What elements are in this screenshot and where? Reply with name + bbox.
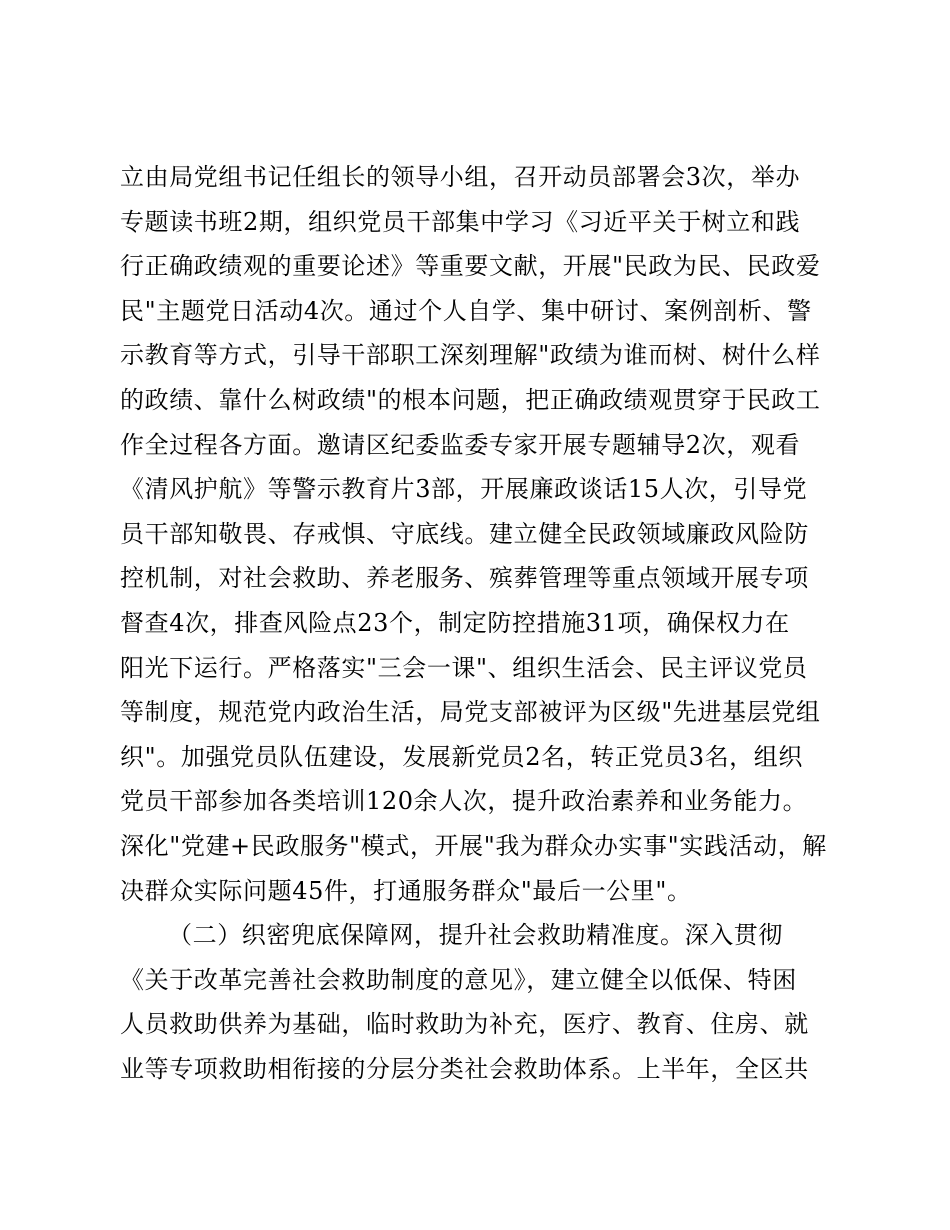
text-line: 作全过程各方面。邀请区纪委监委专家开展专题辅导2次，观看: [120, 430, 801, 459]
text-line: 党员干部参加各类培训120余人次，提升政治素养和业务能力。: [120, 787, 808, 816]
text-line: 等制度，规范党内政治生活，局党支部被评为区级"先进基层党组: [120, 698, 821, 727]
text-line: 行正确政绩观的重要论述》等重要文献，开展"民政为民、民政爱: [120, 252, 821, 281]
text-line: 专题读书班2期，组织党员干部集中学习《习近平关于树立和践: [120, 207, 801, 236]
text-line: 《清风护航》等警示教育片3部，开展廉政谈话15人次，引导党: [120, 475, 808, 504]
text-line: 决群众实际问题45件，打通服务群众"最后一公里"。: [120, 876, 692, 905]
text-line: 民"主题党日活动4次。通过个人自学、集中研讨、案例剖析、警: [120, 296, 812, 325]
text-line: 阳光下运行。严格落实"三会一课"、组织生活会、民主评议党员: [120, 653, 808, 682]
text-line: 的政绩、靠什么树政绩"的根本问题，把正确政绩观贯穿于民政工: [120, 385, 821, 414]
text-line: 控机制，对社会救助、养老服务、殡葬管理等重点领域开展专项: [120, 564, 809, 593]
section-heading-line: （二）织密兜底保障网，提升社会救助精准度。深入贯彻: [168, 921, 783, 950]
text-line: 人员救助供养为基础，临时救助为补充，医疗、教育、住房、就: [120, 1010, 809, 1039]
text-line: 织"。加强党员队伍建设，发展新党员2名，转正党员3名，组织: [120, 742, 803, 771]
text-line: 示教育等方式，引导干部职工深刻理解"政绩为谁而树、树什么样: [120, 341, 821, 370]
text-line: 督查4次，排查风险点23个，制定防控措施31项，确保权力在: [120, 608, 790, 637]
text-line: 《关于改革完善社会救助制度的意见》，建立健全以低保、特困: [120, 965, 797, 994]
text-line: 员干部知敬畏、存戒惧、守底线。建立健全民政领域廉政风险防: [120, 519, 809, 548]
body-text: [120, 155, 840, 1091]
text-line: 业等专项救助相衔接的分层分类社会救助体系。上半年，全区共: [120, 1054, 809, 1083]
text-line: 立由局党组书记任组长的领导小组，召开动员部署会3次，举办: [120, 163, 801, 191]
text-line: 深化"党建+民政服务"模式，开展"我为群众办实事"实践活动，解: [120, 831, 827, 860]
